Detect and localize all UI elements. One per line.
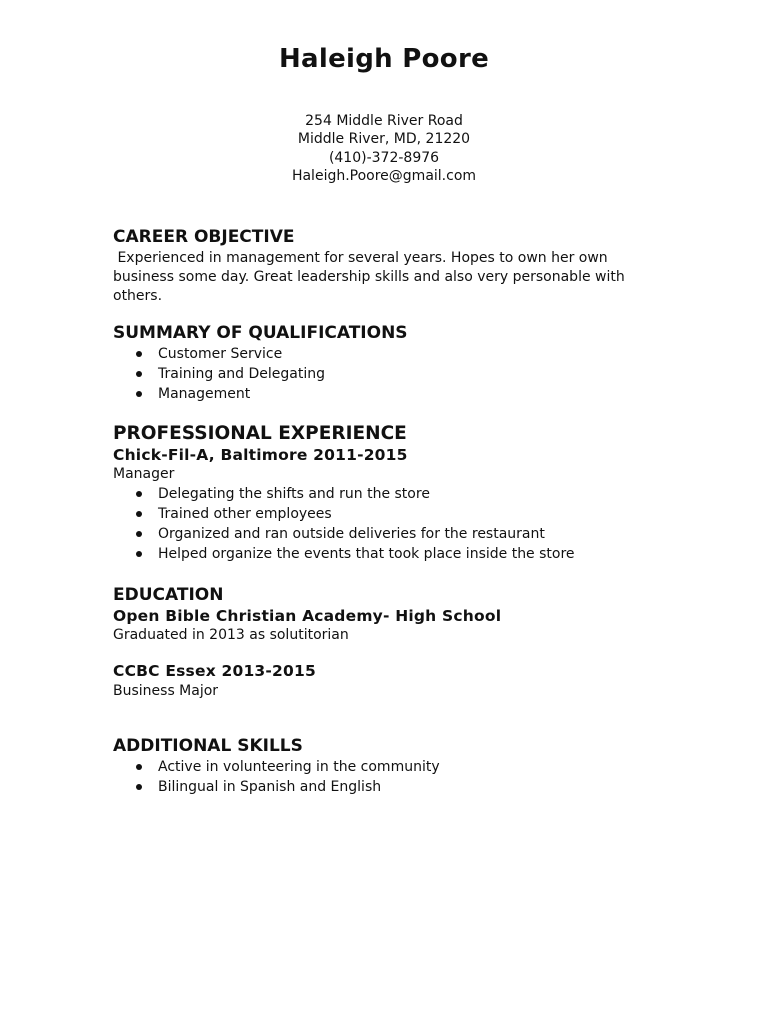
career-objective-heading: CAREER OBJECTIVE: [113, 227, 295, 247]
school-detail: Business Major: [113, 683, 219, 699]
contact-block: [0, 112, 768, 185]
qualifications-heading: SUMMARY OF QUALIFICATIONS: [113, 323, 408, 343]
experience-list: [113, 484, 575, 564]
experience-heading: PROFESSIONAL EXPERIENCE: [113, 423, 407, 444]
school-name: CCBC Essex 2013-2015: [113, 662, 316, 680]
list-item-text: Customer Service: [158, 346, 283, 362]
bullet-icon: [136, 491, 142, 497]
list-item: [113, 364, 325, 384]
list-item: [113, 384, 325, 404]
list-item: [113, 524, 575, 544]
list-item-text: Active in volunteering in the community: [158, 759, 440, 775]
address-line-1: 254 Middle River Road: [305, 113, 463, 129]
list-item: [113, 544, 575, 564]
resume-name: Haleigh Poore: [278, 44, 490, 74]
bullet-icon: [136, 531, 142, 537]
list-item: [113, 757, 440, 777]
list-item: [113, 344, 325, 364]
bullet-icon: [136, 551, 142, 557]
career-objective-text: Experienced in management for several years. Hopes to own her own business some day. Great leadership skills and also very personable with others.: [113, 250, 630, 304]
bullet-icon: [136, 351, 142, 357]
list-item-text: Trained other employees: [158, 506, 332, 522]
list-item-text: Delegating the shifts and run the store: [158, 486, 430, 502]
additional-skills-heading: ADDITIONAL SKILLS: [113, 736, 303, 756]
bullet-icon: [136, 371, 142, 377]
experience-role: Manager: [113, 466, 175, 482]
email-address: Haleigh.Poore@gmail.com: [291, 167, 477, 184]
bullet-icon: [136, 391, 142, 397]
additional-skills-list: [113, 757, 440, 797]
list-item-text: Helped organize the events that took place inside the store: [158, 546, 575, 562]
list-item: [113, 504, 575, 524]
list-item-text: Organized and ran outside deliveries for the restaurant: [158, 526, 545, 542]
list-item-text: Training and Delegating: [158, 366, 325, 382]
list-item: [113, 777, 440, 797]
qualifications-list: [113, 344, 325, 404]
school-name: Open Bible Christian Academy- High School: [113, 607, 502, 625]
list-item: [113, 484, 575, 504]
school-detail: Graduated in 2013 as solutitorian: [113, 627, 349, 643]
bullet-icon: [136, 784, 142, 790]
education-heading: EDUCATION: [113, 585, 224, 605]
phone-number: (410)-372-8976: [328, 149, 440, 166]
address-line-2: Middle River, MD, 21220: [297, 131, 471, 148]
bullet-icon: [136, 764, 142, 770]
bullet-icon: [136, 511, 142, 517]
list-item-text: Management: [158, 386, 251, 402]
experience-employer: Chick-Fil-A, Baltimore 2011-2015: [113, 446, 408, 464]
list-item-text: Bilingual in Spanish and English: [158, 779, 382, 795]
